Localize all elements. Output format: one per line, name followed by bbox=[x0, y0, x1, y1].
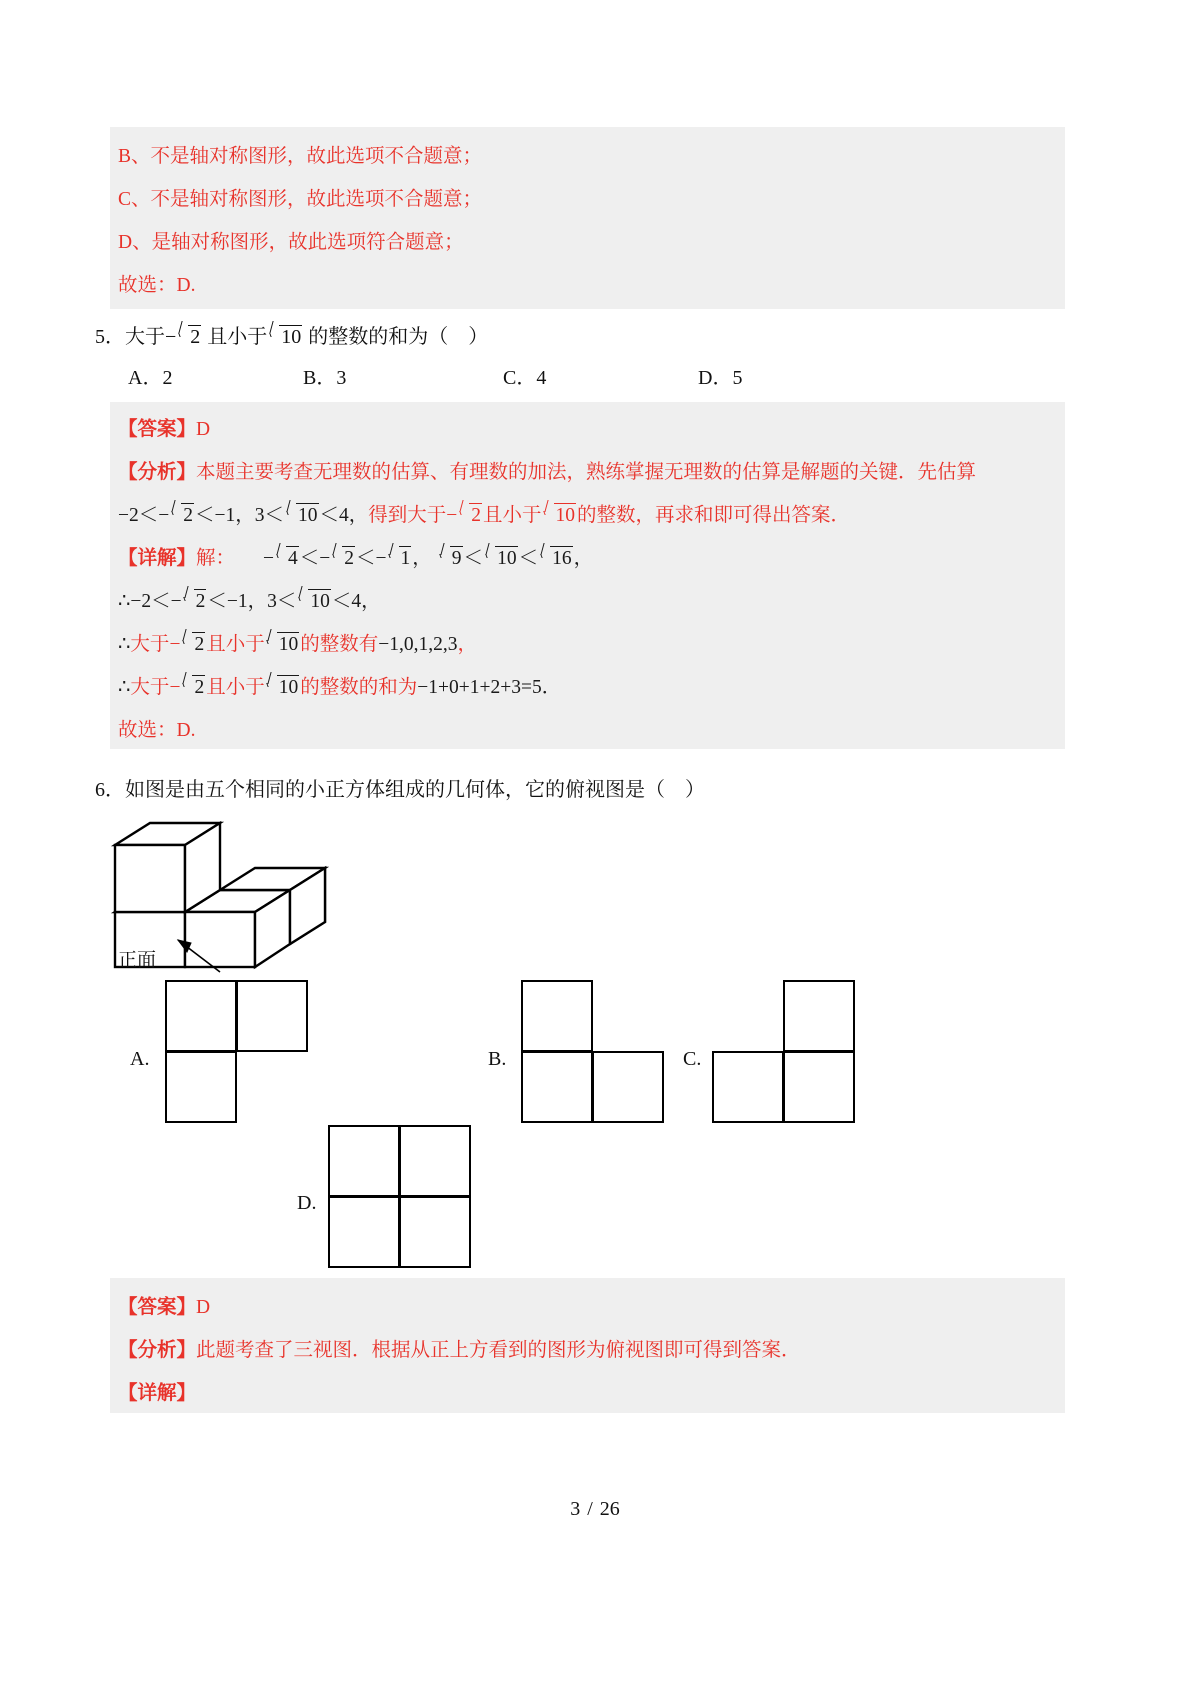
question-5-text-c: 的整数的和为（ ） bbox=[308, 326, 489, 348]
q5-d4-p1: 大于 bbox=[130, 677, 170, 698]
page-number-current: 3 bbox=[570, 1498, 581, 1520]
q5-answer-tag: 【答案】 bbox=[118, 419, 197, 440]
page-number-total: 26 bbox=[599, 1498, 620, 1520]
q5-math-red-c: 的整数，再求和即可得出答案． bbox=[577, 505, 851, 526]
q4-option-b-line: B、不是轴对称图形，故此选项不合题意； bbox=[118, 146, 483, 167]
q5-d2-p3: ＜4， bbox=[331, 591, 381, 612]
q6-option-a-figure[interactable] bbox=[165, 980, 310, 1125]
q5-detail-line-4 bbox=[110, 666, 1065, 709]
q5-d4-sqrt2: 2 bbox=[181, 666, 205, 709]
q5-d3-sym: ∴ bbox=[118, 634, 131, 655]
page-footer bbox=[0, 1498, 1190, 1521]
q5-math-red-a: 得到大于 bbox=[368, 505, 447, 526]
question-5-stem bbox=[0, 315, 1190, 359]
q6-analysis-text: 此题考查了三视图．根据从正上方看到的图形为俯视图即可得到答案． bbox=[196, 1340, 801, 1361]
q5-math-red-neg: − bbox=[446, 505, 458, 526]
q6-option-b-figure[interactable] bbox=[521, 980, 666, 1125]
q5-option-d[interactable]: D．5 bbox=[698, 367, 743, 389]
q5-d2-sqrt2: 2 bbox=[183, 580, 207, 623]
question-5-sqrt10: 10 bbox=[268, 315, 302, 359]
q6-answer-line bbox=[110, 1286, 1065, 1329]
q5-analysis-line bbox=[110, 451, 1065, 494]
q5-math-red-sqrt2: 2 bbox=[458, 494, 482, 537]
grid-cell bbox=[592, 1051, 664, 1123]
q5-answer-line bbox=[110, 408, 1065, 451]
q5-d1-sqrt9: 9 bbox=[439, 537, 463, 580]
q6-option-d-figure[interactable] bbox=[328, 1125, 473, 1270]
q5-d1-p7: ， bbox=[573, 548, 594, 569]
question-6-text: 如图是由五个相同的小正方体组成的几何体，它的俯视图是（ ） bbox=[125, 779, 705, 801]
explanation-block-q5 bbox=[110, 402, 1065, 749]
q5-d1-p4: ， bbox=[412, 548, 432, 569]
q6-option-c-figure[interactable] bbox=[712, 980, 857, 1125]
question-6-number: 6． bbox=[95, 779, 125, 801]
q5-d2-p1: ∴−2＜− bbox=[118, 591, 182, 612]
q6-analysis-line bbox=[110, 1329, 1065, 1372]
q6-analysis-tag: 【分析】 bbox=[118, 1340, 197, 1361]
q5-d4-p4: ． bbox=[541, 677, 562, 698]
q5-d4-neg: − bbox=[169, 677, 181, 698]
q6-answer-value: D bbox=[196, 1297, 211, 1318]
q5-d1-p2: ＜− bbox=[299, 548, 331, 569]
q5-math-after: ＜4， bbox=[319, 505, 369, 526]
q5-d1-sqrt10: 10 bbox=[484, 537, 518, 580]
front-view-label: 正面 bbox=[118, 950, 157, 971]
q5-math-mid: ＜−1，3＜ bbox=[195, 505, 284, 526]
q5-detail-line-1 bbox=[110, 537, 1065, 580]
q5-analysis-text: 本题主要考查无理数的估算、有理数的加法，熟练掌握无理数的估算是解题的关键．先估算 bbox=[196, 462, 977, 483]
q4-conclusion-label: 故选： bbox=[118, 275, 177, 296]
q5-math-prefix: −2＜− bbox=[118, 505, 170, 526]
q5-detail-line-3 bbox=[110, 623, 1065, 666]
grid-cell bbox=[165, 1051, 237, 1123]
q5-d1-p5: ＜ bbox=[463, 548, 484, 569]
grid-cell bbox=[521, 1051, 593, 1123]
grid-cell bbox=[783, 1051, 855, 1123]
q5-option-b[interactable]: B．3 bbox=[303, 367, 347, 389]
q5-math-sqrt2-a: 2 bbox=[170, 494, 194, 537]
q5-d1-sqrt1: 1 bbox=[388, 537, 412, 580]
q5-d2-sqrt10: 10 bbox=[297, 580, 331, 623]
q6-option-a-label: A. bbox=[130, 1048, 150, 1070]
explanation-block-q4 bbox=[110, 127, 1065, 309]
q4-option-c-line: C、不是轴对称图形，故此选项不合题意； bbox=[118, 189, 483, 210]
q6-detail-tag: 【详解】 bbox=[118, 1383, 197, 1404]
q5-option-c[interactable]: C．4 bbox=[503, 367, 547, 389]
q5-d4-sum: −1+0+1+2+3=5 bbox=[417, 677, 542, 698]
q5-answer-value: D bbox=[196, 419, 211, 440]
q6-option-b-label: B. bbox=[488, 1048, 507, 1070]
q5-d3-p4: ， bbox=[457, 634, 477, 655]
q5-d3-neg: − bbox=[169, 634, 181, 655]
q5-d3-p3: 的整数有 bbox=[300, 634, 379, 655]
question-5-text-b: 且小于 bbox=[207, 326, 268, 348]
q4-conclusion-value: D. bbox=[176, 275, 196, 296]
q5-d4-p3: 的整数的和为 bbox=[300, 677, 418, 698]
grid-cell bbox=[399, 1196, 471, 1268]
q5-d2-p2: ＜−1，3＜ bbox=[207, 591, 297, 612]
q5-d4-p2: 且小于 bbox=[206, 677, 265, 698]
q5-d3-sqrt2: 2 bbox=[181, 623, 205, 666]
grid-cell bbox=[521, 980, 593, 1052]
q5-d4-sym: ∴ bbox=[118, 677, 131, 698]
q4-conclusion bbox=[110, 264, 1065, 307]
grid-cell bbox=[236, 980, 308, 1052]
q6-detail-line bbox=[110, 1372, 1065, 1415]
q5-detail-solve: 解： bbox=[196, 548, 236, 569]
q5-d3-p1: 大于 bbox=[130, 634, 170, 655]
q6-option-c-label: C. bbox=[683, 1048, 702, 1070]
grid-cell bbox=[328, 1196, 400, 1268]
q5-conclusion-value: D. bbox=[176, 720, 196, 741]
q6-option-d-label: D. bbox=[297, 1192, 317, 1214]
q5-d3-sqrt10: 10 bbox=[266, 623, 300, 666]
q5-d1-sqrt2: 2 bbox=[331, 537, 355, 580]
q4-option-d-line: D、是轴对称图形，故此选项符合题意； bbox=[118, 232, 464, 253]
grid-cell bbox=[712, 1051, 784, 1123]
grid-cell bbox=[783, 980, 855, 1052]
q5-option-a[interactable]: A．2 bbox=[128, 367, 173, 389]
explanation-block-q6 bbox=[110, 1278, 1065, 1413]
q5-math-sqrt10-a: 10 bbox=[285, 494, 319, 537]
q5-d1-sqrt4: 4 bbox=[275, 537, 299, 580]
q5-conclusion bbox=[110, 709, 1065, 752]
q5-d1-p6: ＜ bbox=[518, 548, 539, 569]
q5-analysis-tag: 【分析】 bbox=[118, 462, 197, 483]
q5-d3-p2: 且小于 bbox=[206, 634, 265, 655]
grid-cell bbox=[165, 980, 237, 1052]
question-5-number: 5． bbox=[95, 326, 125, 348]
q5-d3-nums: −1,0,1,2,3 bbox=[378, 634, 458, 655]
grid-cell bbox=[399, 1125, 471, 1197]
page-number-separator: / bbox=[587, 1498, 593, 1520]
question-5-options bbox=[0, 358, 1190, 398]
question-6-stem bbox=[0, 768, 1190, 812]
q6-answer-tag: 【答案】 bbox=[118, 1297, 197, 1318]
question-5-neg-sign: − bbox=[165, 326, 177, 348]
grid-cell bbox=[328, 1125, 400, 1197]
q5-math-red-sqrt10: 10 bbox=[543, 494, 577, 537]
q5-analysis-math-line bbox=[110, 494, 1065, 537]
q5-d1-p3: ＜− bbox=[356, 548, 387, 569]
q5-d1-sqrt16: 16 bbox=[539, 537, 573, 580]
q5-d1-p1: − bbox=[263, 548, 275, 569]
q5-detail-tag: 【详解】 bbox=[118, 548, 197, 569]
question-5-sqrt2: 2 bbox=[177, 315, 201, 359]
q5-conclusion-label: 故选： bbox=[118, 720, 177, 741]
q5-math-red-b: 且小于 bbox=[483, 505, 542, 526]
question-5-text-a: 大于 bbox=[125, 326, 165, 348]
q5-d4-sqrt10: 10 bbox=[266, 666, 300, 709]
q5-detail-line-2 bbox=[110, 580, 1065, 623]
